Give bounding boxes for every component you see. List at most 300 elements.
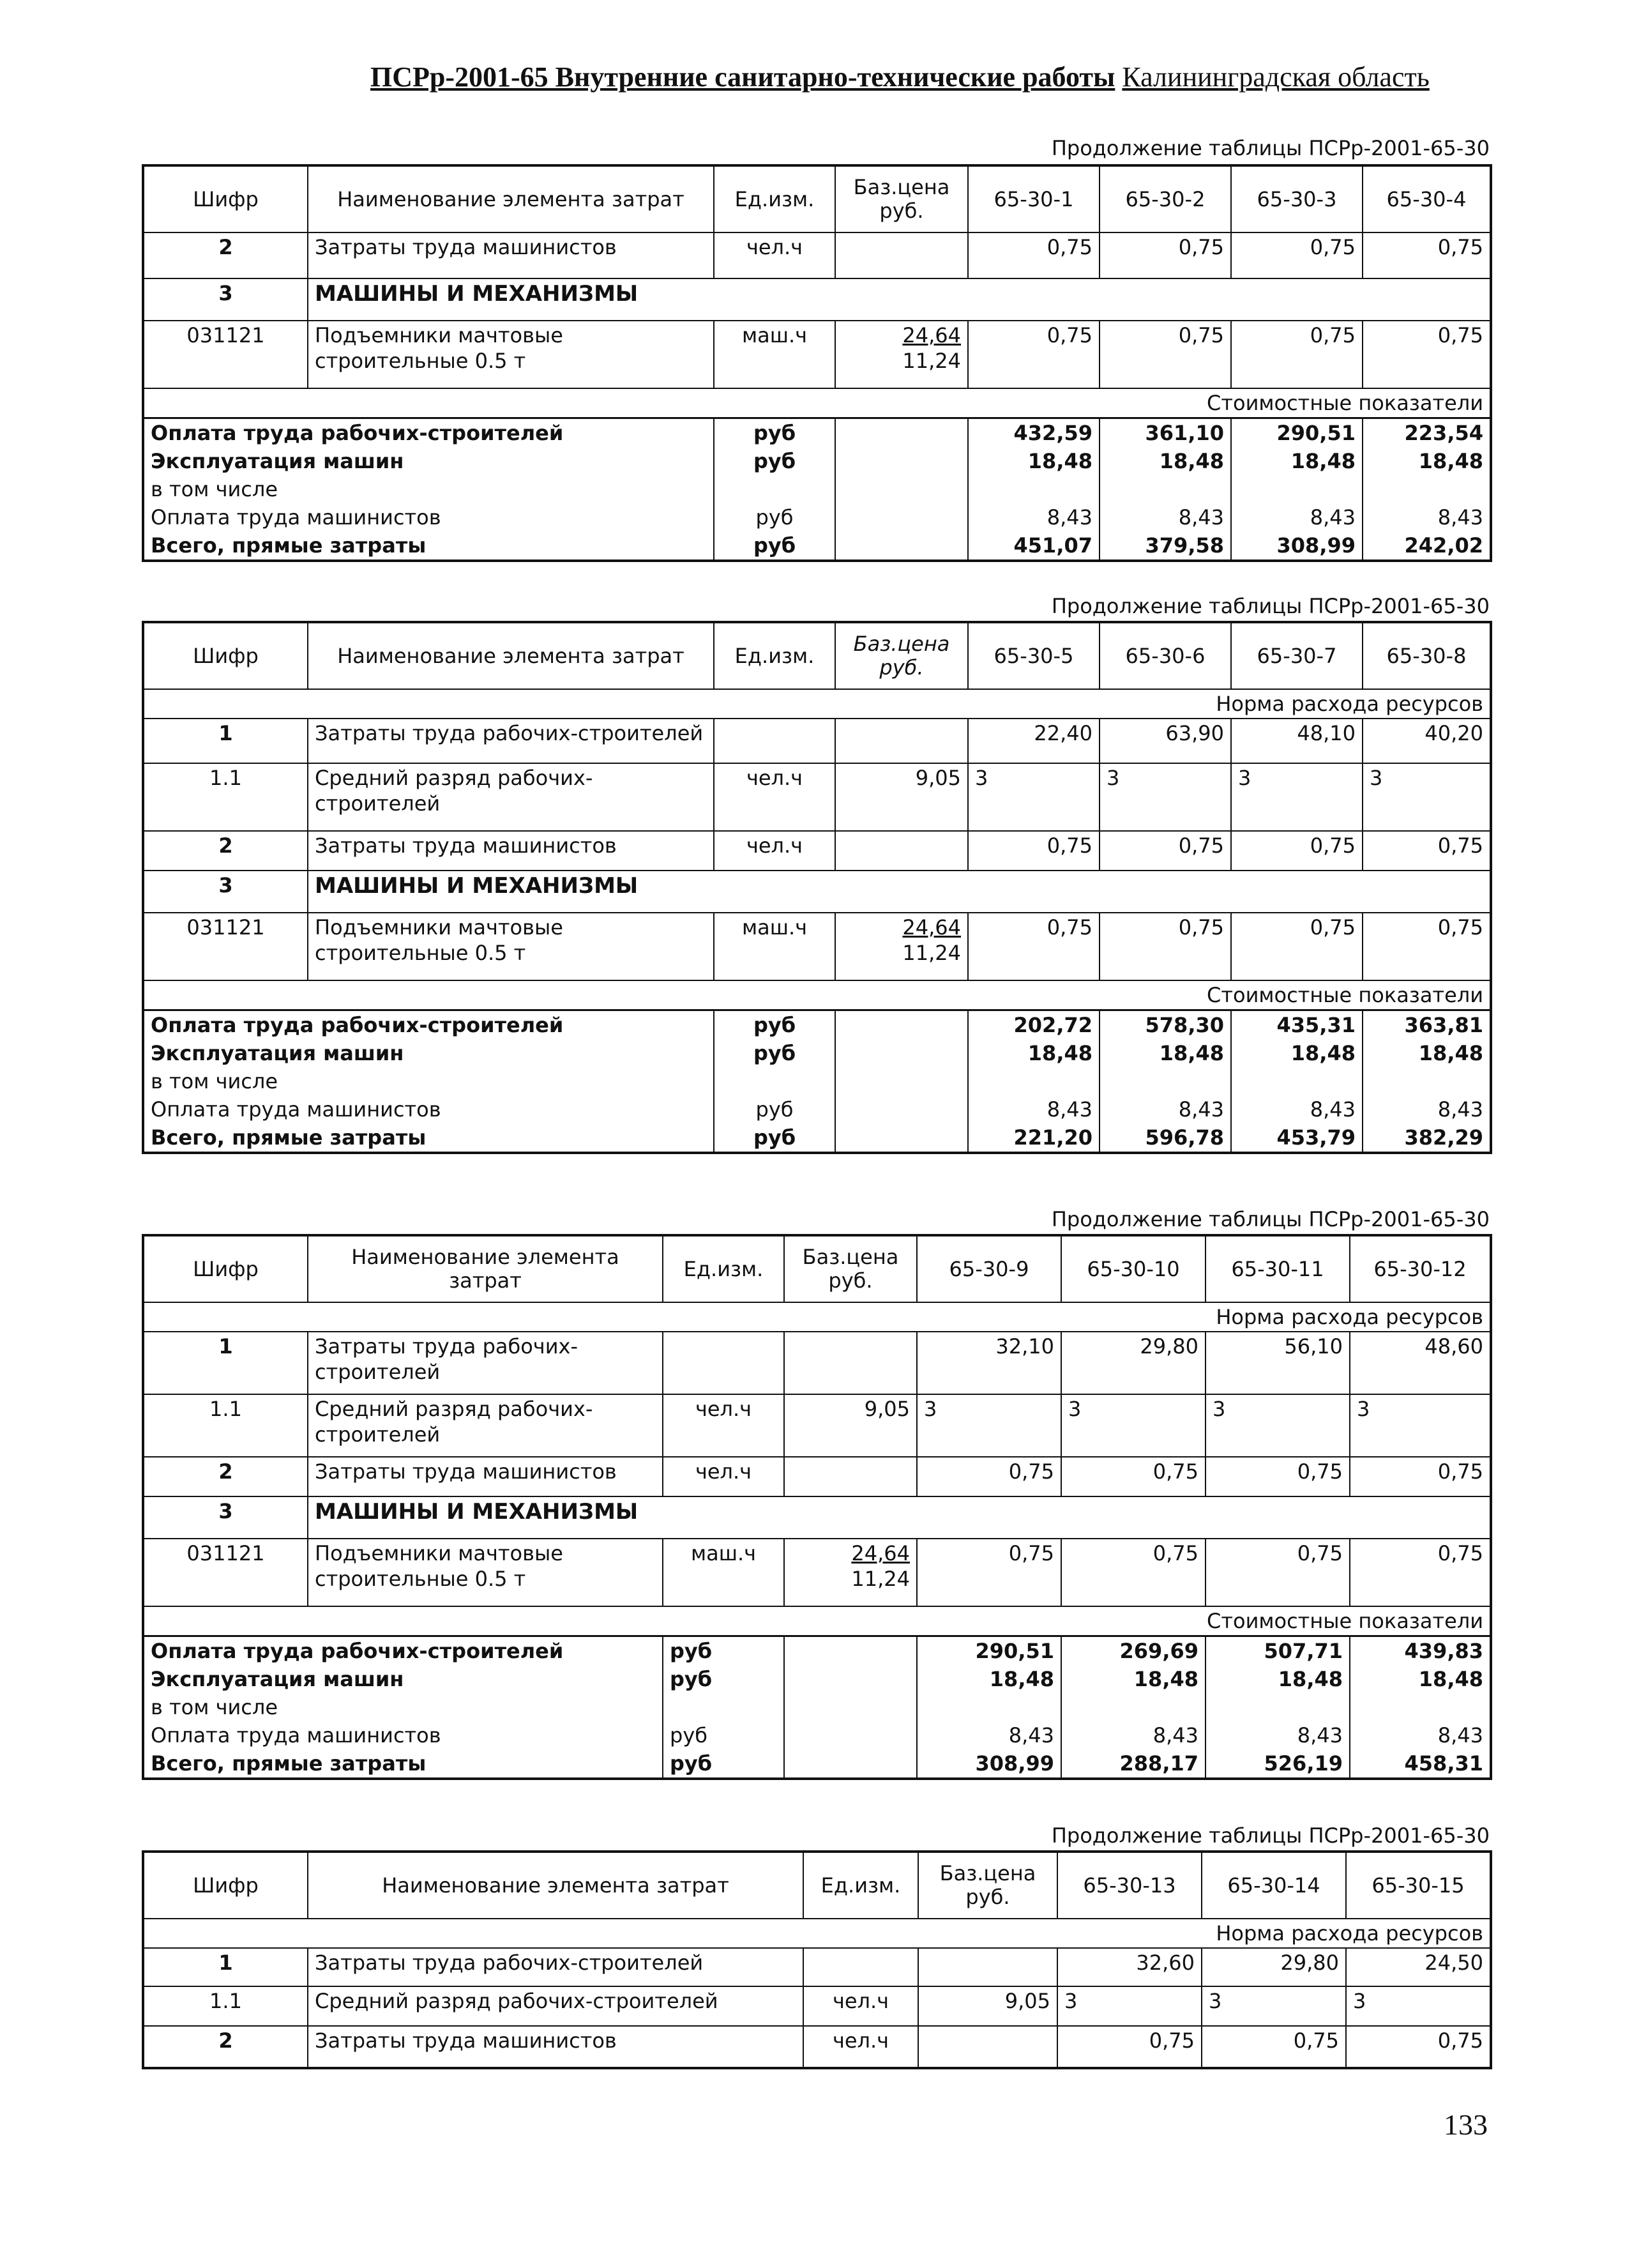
price-bottom: 11,24 bbox=[902, 941, 961, 965]
table-row bbox=[143, 2026, 1491, 2068]
row-price bbox=[784, 1636, 917, 1666]
row-price bbox=[835, 1095, 968, 1123]
row-price bbox=[784, 1457, 917, 1496]
table-row bbox=[143, 1394, 1491, 1457]
section-caption-row bbox=[143, 689, 1491, 719]
col-code: 65-30-12 bbox=[1350, 1235, 1491, 1302]
table3-caption: Продолжение таблицы ПСРр-2001-65-30 bbox=[1051, 1207, 1490, 1231]
cell-value: 242,02 bbox=[1363, 531, 1491, 561]
cell-empty bbox=[1231, 1067, 1363, 1095]
cell-value: 3 bbox=[1346, 1986, 1491, 2026]
row-code: 031121 bbox=[143, 913, 308, 980]
cell-empty bbox=[1350, 1693, 1491, 1721]
cost-indicators-label: Стоимостные показатели bbox=[143, 1606, 1491, 1636]
cell-value: 308,99 bbox=[1231, 531, 1363, 561]
col-code: 65-30-10 bbox=[1061, 1235, 1206, 1302]
cell-value: 0,75 bbox=[1100, 913, 1231, 980]
table-row bbox=[143, 232, 1491, 278]
cell-value: 0,75 bbox=[1057, 2026, 1202, 2068]
cell-value: 8,43 bbox=[1363, 1095, 1491, 1123]
row-section-title: МАШИНЫ И МЕХАНИЗМЫ bbox=[308, 871, 1491, 913]
cell-value: 18,48 bbox=[1363, 1039, 1491, 1067]
cell-value: 0,75 bbox=[1350, 1539, 1491, 1606]
cell-value: 0,75 bbox=[917, 1457, 1061, 1496]
cell-value: 0,75 bbox=[1363, 232, 1491, 278]
cell-value: 363,81 bbox=[1363, 1010, 1491, 1040]
cell-empty bbox=[968, 475, 1100, 503]
row-price bbox=[784, 1693, 917, 1721]
row-unit: чел.ч bbox=[714, 232, 835, 278]
price-top: 24,64 bbox=[902, 915, 961, 940]
cell-value: 3 bbox=[1350, 1394, 1491, 1457]
col-base-price: Баз.цена руб. bbox=[918, 1852, 1057, 1919]
table-3 bbox=[142, 1234, 1492, 1780]
row-name: в том числе bbox=[143, 1067, 714, 1095]
cell-value: 32,60 bbox=[1057, 1948, 1202, 1986]
row-code: 1.1 bbox=[143, 763, 308, 831]
row-price bbox=[784, 1721, 917, 1749]
table-row bbox=[143, 1496, 1491, 1539]
table-row bbox=[143, 1948, 1491, 1986]
cell-value: 451,07 bbox=[968, 531, 1100, 561]
cell-value: 596,78 bbox=[1100, 1123, 1231, 1153]
page-number: 133 bbox=[1444, 2108, 1488, 2141]
col-code: 65-30-11 bbox=[1206, 1235, 1350, 1302]
cell-value: 56,10 bbox=[1206, 1332, 1350, 1394]
cell-value: 0,75 bbox=[968, 831, 1100, 871]
row-unit: маш.ч bbox=[663, 1539, 784, 1606]
cell-value: 0,75 bbox=[968, 913, 1100, 980]
row-unit: руб bbox=[714, 447, 835, 475]
row-name: Затраты труда машинистов bbox=[308, 1457, 663, 1496]
price-bottom: 11,24 bbox=[851, 1567, 910, 1591]
row-price bbox=[835, 531, 968, 561]
price-bottom: 11,24 bbox=[902, 349, 961, 373]
row-unit: чел.ч bbox=[714, 763, 835, 831]
table-row bbox=[143, 1665, 1491, 1693]
table-row bbox=[143, 1749, 1491, 1779]
resource-norm-label: Норма расхода ресурсов bbox=[143, 1302, 1491, 1332]
cell-value: 0,75 bbox=[1100, 321, 1231, 388]
cell-value: 382,29 bbox=[1363, 1123, 1491, 1153]
row-unit: руб bbox=[714, 1010, 835, 1040]
col-name: Наименование элемента затрат bbox=[308, 622, 714, 689]
row-unit bbox=[714, 719, 835, 763]
table-row bbox=[143, 1457, 1491, 1496]
row-unit bbox=[803, 1948, 918, 1986]
cost-indicators-label: Стоимостные показатели bbox=[143, 388, 1491, 418]
cell-value: 0,75 bbox=[1363, 321, 1491, 388]
cell-value: 435,31 bbox=[1231, 1010, 1363, 1040]
cell-value: 3 bbox=[1061, 1394, 1206, 1457]
col-name: Наименование элемента затрат bbox=[308, 1852, 803, 1919]
cell-value: 0,75 bbox=[1231, 321, 1363, 388]
table-header-row bbox=[143, 165, 1491, 232]
col-code: 65-30-2 bbox=[1100, 165, 1231, 232]
row-unit bbox=[663, 1332, 784, 1394]
price-top: 24,64 bbox=[851, 1541, 910, 1565]
cell-empty bbox=[1231, 475, 1363, 503]
cell-value: 8,43 bbox=[968, 503, 1100, 531]
page-header bbox=[370, 61, 1488, 93]
section-caption-row bbox=[143, 980, 1491, 1010]
col-name: Наименование элемента затрат bbox=[308, 165, 714, 232]
row-name: Средний разряд рабочих-строителей bbox=[308, 1394, 663, 1457]
row-code: 1.1 bbox=[143, 1394, 308, 1457]
cell-value: 18,48 bbox=[1231, 1039, 1363, 1067]
row-code: 3 bbox=[143, 871, 308, 913]
row-price bbox=[835, 1039, 968, 1067]
cell-empty bbox=[1363, 475, 1491, 503]
cell-value: 3 bbox=[1363, 763, 1491, 831]
row-unit bbox=[714, 1067, 835, 1095]
col-code: 65-30-8 bbox=[1363, 622, 1491, 689]
cell-value: 3 bbox=[1206, 1394, 1350, 1457]
cell-empty bbox=[1100, 475, 1231, 503]
row-price: 9,05 bbox=[918, 1986, 1057, 2026]
row-code: 1.1 bbox=[143, 1986, 308, 2026]
cell-value: 3 bbox=[968, 763, 1100, 831]
cell-value: 0,75 bbox=[1061, 1539, 1206, 1606]
row-name: Подъемники мачтовые строительные 0.5 т bbox=[308, 1539, 663, 1606]
cell-empty bbox=[1100, 1067, 1231, 1095]
row-name: Подъемники мачтовые строительные 0.5 т bbox=[308, 321, 714, 388]
cell-value: 18,48 bbox=[1350, 1665, 1491, 1693]
cell-empty bbox=[917, 1693, 1061, 1721]
row-name: Оплата труда машинистов bbox=[143, 1095, 714, 1123]
cell-value: 40,20 bbox=[1363, 719, 1491, 763]
row-code: 031121 bbox=[143, 321, 308, 388]
row-price bbox=[835, 913, 968, 980]
cell-value: 0,75 bbox=[968, 321, 1100, 388]
cell-value: 0,75 bbox=[968, 232, 1100, 278]
table-row bbox=[143, 1332, 1491, 1394]
table-4 bbox=[142, 1850, 1492, 2069]
row-unit: руб bbox=[714, 503, 835, 531]
cell-value: 8,43 bbox=[917, 1721, 1061, 1749]
cell-value: 0,75 bbox=[1231, 913, 1363, 980]
row-unit: маш.ч bbox=[714, 321, 835, 388]
row-unit: руб bbox=[663, 1749, 784, 1779]
row-unit bbox=[663, 1693, 784, 1721]
cell-value: 453,79 bbox=[1231, 1123, 1363, 1153]
cell-value: 18,48 bbox=[1100, 447, 1231, 475]
row-unit: чел.ч bbox=[714, 831, 835, 871]
table-row bbox=[143, 1039, 1491, 1067]
col-shifr: Шифр bbox=[143, 622, 308, 689]
table-row bbox=[143, 1986, 1491, 2026]
col-code: 65-30-15 bbox=[1346, 1852, 1491, 1919]
row-name: Средний разряд рабочих-строителей bbox=[308, 763, 714, 831]
row-section-title: МАШИНЫ И МЕХАНИЗМЫ bbox=[308, 278, 1491, 321]
cell-empty bbox=[1363, 1067, 1491, 1095]
cell-value: 18,48 bbox=[1061, 1665, 1206, 1693]
cell-value: 18,48 bbox=[1100, 1039, 1231, 1067]
section-caption-row bbox=[143, 1302, 1491, 1332]
row-name: Затраты труда рабочих-строителей bbox=[308, 719, 714, 763]
cell-value: 63,90 bbox=[1100, 719, 1231, 763]
row-name: Всего, прямые затраты bbox=[143, 1749, 663, 1779]
col-unit: Ед.изм. bbox=[714, 165, 835, 232]
row-code: 1 bbox=[143, 1948, 308, 1986]
row-price bbox=[784, 1749, 917, 1779]
cell-empty bbox=[968, 1067, 1100, 1095]
cell-value: 223,54 bbox=[1363, 418, 1491, 448]
cell-value: 0,75 bbox=[1350, 1457, 1491, 1496]
cell-empty bbox=[1061, 1693, 1206, 1721]
col-base-price: Баз.цена руб. bbox=[835, 165, 968, 232]
cell-value: 0,75 bbox=[1100, 831, 1231, 871]
cell-value: 8,43 bbox=[1206, 1721, 1350, 1749]
row-unit: руб bbox=[714, 1123, 835, 1153]
col-code: 65-30-9 bbox=[917, 1235, 1061, 1302]
cell-value: 8,43 bbox=[1231, 1095, 1363, 1123]
row-price bbox=[835, 503, 968, 531]
col-code: 65-30-6 bbox=[1100, 622, 1231, 689]
table-2 bbox=[142, 621, 1492, 1154]
table-row bbox=[143, 1095, 1491, 1123]
row-code: 1 bbox=[143, 1332, 308, 1394]
row-name: Оплата труда рабочих-строителей bbox=[143, 418, 714, 448]
table-row bbox=[143, 278, 1491, 321]
table-row bbox=[143, 913, 1491, 980]
row-unit: руб bbox=[714, 1039, 835, 1067]
cell-value: 288,17 bbox=[1061, 1749, 1206, 1779]
row-price bbox=[835, 447, 968, 475]
row-price bbox=[835, 831, 968, 871]
cell-value: 290,51 bbox=[917, 1636, 1061, 1666]
cell-value: 18,48 bbox=[1363, 447, 1491, 475]
row-name: Затраты труда рабочих-строителей bbox=[308, 1332, 663, 1394]
resource-norm-label: Норма расхода ресурсов bbox=[143, 1919, 1491, 1948]
cell-value: 526,19 bbox=[1206, 1749, 1350, 1779]
row-unit: руб bbox=[714, 531, 835, 561]
table-row bbox=[143, 418, 1491, 448]
col-shifr: Шифр bbox=[143, 165, 308, 232]
row-price bbox=[784, 1332, 917, 1394]
row-unit: чел.ч bbox=[663, 1457, 784, 1496]
price-top: 24,64 bbox=[902, 323, 961, 347]
row-price bbox=[835, 1067, 968, 1095]
cell-value: 3 bbox=[1202, 1986, 1346, 2026]
row-price bbox=[835, 232, 968, 278]
table4-caption: Продолжение таблицы ПСРр-2001-65-30 bbox=[1051, 1823, 1490, 1848]
cell-value: 29,80 bbox=[1061, 1332, 1206, 1394]
col-base-price: Баз.цена руб. bbox=[784, 1235, 917, 1302]
table-row bbox=[143, 1721, 1491, 1749]
row-code: 1 bbox=[143, 719, 308, 763]
cell-value: 24,50 bbox=[1346, 1948, 1491, 1986]
cell-value: 507,71 bbox=[1206, 1636, 1350, 1666]
row-name: Затраты труда рабочих-строителей bbox=[308, 1948, 803, 1986]
cell-value: 0,75 bbox=[1363, 831, 1491, 871]
cell-value: 8,43 bbox=[1061, 1721, 1206, 1749]
cell-value: 439,83 bbox=[1350, 1636, 1491, 1666]
row-name: в том числе bbox=[143, 1693, 663, 1721]
cell-value: 8,43 bbox=[1363, 503, 1491, 531]
cell-value: 578,30 bbox=[1100, 1010, 1231, 1040]
col-shifr: Шифр bbox=[143, 1235, 308, 1302]
col-code: 65-30-13 bbox=[1057, 1852, 1202, 1919]
table-row bbox=[143, 1636, 1491, 1666]
row-price bbox=[835, 475, 968, 503]
row-name: Подъемники мачтовые строительные 0.5 т bbox=[308, 913, 714, 980]
row-code: 2 bbox=[143, 831, 308, 871]
cell-value: 29,80 bbox=[1202, 1948, 1346, 1986]
section-caption-row bbox=[143, 1919, 1491, 1948]
cell-value: 0,75 bbox=[917, 1539, 1061, 1606]
row-unit: руб bbox=[714, 1095, 835, 1123]
cell-value: 3 bbox=[917, 1394, 1061, 1457]
cell-value: 0,75 bbox=[1346, 2026, 1491, 2068]
table-row bbox=[143, 475, 1491, 503]
col-base-price: Баз.цена руб. bbox=[835, 622, 968, 689]
cell-value: 379,58 bbox=[1100, 531, 1231, 561]
row-name: Эксплуатация машин bbox=[143, 447, 714, 475]
cell-value: 32,10 bbox=[917, 1332, 1061, 1394]
table-row bbox=[143, 447, 1491, 475]
table2-caption: Продолжение таблицы ПСРр-2001-65-30 bbox=[1051, 594, 1490, 618]
cell-value: 18,48 bbox=[1231, 447, 1363, 475]
table-row bbox=[143, 1693, 1491, 1721]
table-row bbox=[143, 763, 1491, 831]
row-name: Всего, прямые затраты bbox=[143, 531, 714, 561]
cell-value: 432,59 bbox=[968, 418, 1100, 448]
row-name: Затраты труда машинистов bbox=[308, 831, 714, 871]
cell-value: 8,43 bbox=[1350, 1721, 1491, 1749]
row-unit: чел.ч bbox=[803, 2026, 918, 2068]
row-name: Эксплуатация машин bbox=[143, 1665, 663, 1693]
row-code: 2 bbox=[143, 232, 308, 278]
cell-empty bbox=[1206, 1693, 1350, 1721]
cell-value: 3 bbox=[1100, 763, 1231, 831]
cell-value: 0,75 bbox=[1231, 831, 1363, 871]
cost-indicators-label: Стоимостные показатели bbox=[143, 980, 1491, 1010]
cell-value: 0,75 bbox=[1231, 232, 1363, 278]
col-unit: Ед.изм. bbox=[714, 622, 835, 689]
col-code: 65-30-5 bbox=[968, 622, 1100, 689]
table-row bbox=[143, 1067, 1491, 1095]
row-unit: руб bbox=[663, 1636, 784, 1666]
table-row bbox=[143, 531, 1491, 561]
row-price: 9,05 bbox=[835, 763, 968, 831]
row-price bbox=[918, 2026, 1057, 2068]
col-code: 65-30-4 bbox=[1363, 165, 1491, 232]
row-name: Оплата труда рабочих-строителей bbox=[143, 1636, 663, 1666]
resource-norm-label: Норма расхода ресурсов bbox=[143, 689, 1491, 719]
row-unit: руб bbox=[714, 418, 835, 448]
table-1 bbox=[142, 164, 1492, 562]
row-unit: чел.ч bbox=[803, 1986, 918, 2026]
cell-value: 361,10 bbox=[1100, 418, 1231, 448]
cell-value: 0,75 bbox=[1202, 2026, 1346, 2068]
table-row bbox=[143, 1010, 1491, 1040]
header-region: Калининградская область bbox=[1122, 61, 1430, 93]
row-code: 2 bbox=[143, 2026, 308, 2068]
row-price bbox=[784, 1665, 917, 1693]
cell-value: 18,48 bbox=[1206, 1665, 1350, 1693]
cell-value: 308,99 bbox=[917, 1749, 1061, 1779]
cell-value: 0,75 bbox=[1100, 232, 1231, 278]
col-name: Наименование элемента затрат bbox=[308, 1235, 663, 1302]
cell-value: 3 bbox=[1231, 763, 1363, 831]
table-row bbox=[143, 1539, 1491, 1606]
col-code: 65-30-14 bbox=[1202, 1852, 1346, 1919]
cell-value: 48,60 bbox=[1350, 1332, 1491, 1394]
col-code: 65-30-3 bbox=[1231, 165, 1363, 232]
cell-value: 8,43 bbox=[968, 1095, 1100, 1123]
section-caption-row bbox=[143, 1606, 1491, 1636]
row-price bbox=[835, 321, 968, 388]
cell-value: 3 bbox=[1057, 1986, 1202, 2026]
row-name: Средний разряд рабочих-строителей bbox=[308, 1986, 803, 2026]
col-unit: Ед.изм. bbox=[663, 1235, 784, 1302]
cell-value: 8,43 bbox=[1100, 503, 1231, 531]
table-row bbox=[143, 1123, 1491, 1153]
cell-value: 18,48 bbox=[968, 1039, 1100, 1067]
col-shifr: Шифр bbox=[143, 1852, 308, 1919]
table1-caption: Продолжение таблицы ПСРр-2001-65-30 bbox=[1051, 136, 1490, 160]
cell-value: 22,40 bbox=[968, 719, 1100, 763]
row-price bbox=[835, 418, 968, 448]
section-caption-row bbox=[143, 388, 1491, 418]
col-code: 65-30-1 bbox=[968, 165, 1100, 232]
table-header-row bbox=[143, 622, 1491, 689]
row-price bbox=[784, 1539, 917, 1606]
row-price: 9,05 bbox=[784, 1394, 917, 1457]
row-code: 2 bbox=[143, 1457, 308, 1496]
row-name: Затраты труда машинистов bbox=[308, 232, 714, 278]
row-section-title: МАШИНЫ И МЕХАНИЗМЫ bbox=[308, 1496, 1491, 1539]
table-header-row bbox=[143, 1235, 1491, 1302]
table-row bbox=[143, 719, 1491, 763]
cell-value: 8,43 bbox=[1100, 1095, 1231, 1123]
row-name: Затраты труда машинистов bbox=[308, 2026, 803, 2068]
row-unit: маш.ч bbox=[714, 913, 835, 980]
row-unit: руб bbox=[663, 1721, 784, 1749]
row-price bbox=[835, 1123, 968, 1153]
col-code: 65-30-7 bbox=[1231, 622, 1363, 689]
table-row bbox=[143, 321, 1491, 388]
cell-value: 0,75 bbox=[1061, 1457, 1206, 1496]
row-name: Эксплуатация машин bbox=[143, 1039, 714, 1067]
cell-value: 458,31 bbox=[1350, 1749, 1491, 1779]
row-price bbox=[918, 1948, 1057, 1986]
row-name: в том числе bbox=[143, 475, 714, 503]
cell-value: 0,75 bbox=[1206, 1539, 1350, 1606]
cell-value: 18,48 bbox=[917, 1665, 1061, 1693]
cell-value: 0,75 bbox=[1206, 1457, 1350, 1496]
row-unit: руб bbox=[663, 1665, 784, 1693]
cell-value: 8,43 bbox=[1231, 503, 1363, 531]
row-name: Всего, прямые затраты bbox=[143, 1123, 714, 1153]
cell-value: 221,20 bbox=[968, 1123, 1100, 1153]
row-unit: чел.ч bbox=[663, 1394, 784, 1457]
row-code: 031121 bbox=[143, 1539, 308, 1606]
header-title: ПСРр-2001-65 Внутренние санитарно-технические работы bbox=[370, 61, 1115, 93]
row-price bbox=[835, 1010, 968, 1040]
row-name: Оплата труда машинистов bbox=[143, 1721, 663, 1749]
cell-value: 202,72 bbox=[968, 1010, 1100, 1040]
table-row bbox=[143, 871, 1491, 913]
row-price bbox=[835, 719, 968, 763]
row-code: 3 bbox=[143, 1496, 308, 1539]
row-name: Оплата труда рабочих-строителей bbox=[143, 1010, 714, 1040]
row-name: Оплата труда машинистов bbox=[143, 503, 714, 531]
cell-value: 0,75 bbox=[1363, 913, 1491, 980]
row-code: 3 bbox=[143, 278, 308, 321]
col-unit: Ед.изм. bbox=[803, 1852, 918, 1919]
